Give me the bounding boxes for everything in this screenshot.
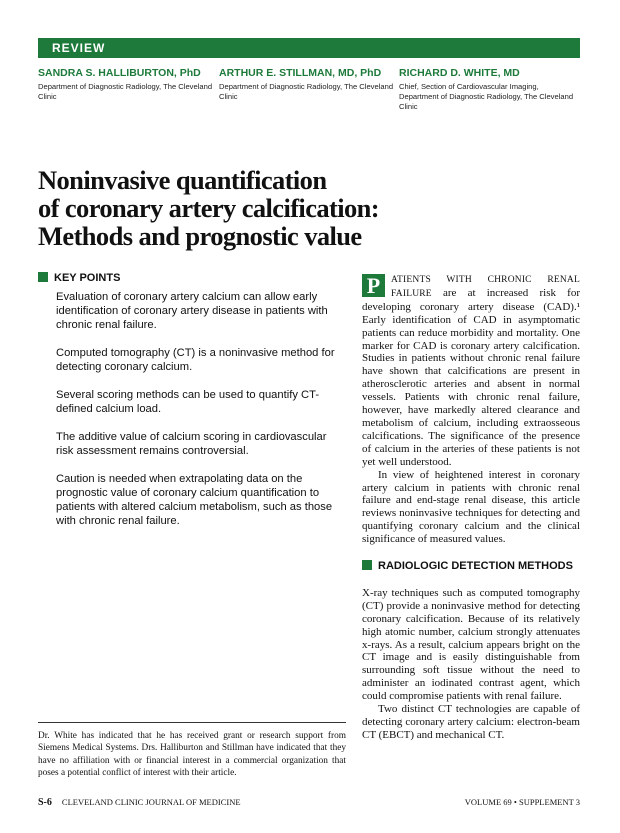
author-affiliation: Department of Diagnostic Radiology, The Cleveland Clinic (219, 82, 394, 101)
drop-cap: P (362, 274, 385, 297)
author-name: ARTHUR E. STILLMAN, MD, PhD (219, 67, 382, 79)
body-paragraph: X-ray techniques such as computed tomography (CT) provide a noninvasive method for detecting coronary calcification. Because of its relatively high atomic number, calcium strongly attenuates x-rays. As a result, calcium appears bright on the CT image and is easily distinguishable from surrounding soft tissue without the need to administer an iodinated contrast agent, which could compromise patients with renal failure. (362, 586, 580, 703)
volume-info: VOLUME 69 • SUPPLEMENT 3 (464, 797, 580, 807)
body-paragraph: In view of heightened interest in coronary artery calcium in patients with chronic renal failure and end-stage renal disease, this article reviews noninvasive techniques for detecting and quantifying coronary calcium and the clinical significance of measured values. (362, 468, 580, 546)
section-heading: RADIOLOGIC DETECTION METHODS (362, 560, 580, 573)
body-paragraph: Two distinct CT technologies are capable of detecting coronary artery calcium: electron-beam CT (EBCT) and mechanical CT. (362, 703, 580, 741)
section-banner (38, 38, 580, 58)
square-bullet-icon (38, 272, 48, 282)
page-number: S-6 (38, 797, 52, 808)
lead-in-text: ATIENTS WITH CHRONIC RENAL FAILURE (391, 275, 580, 299)
footnote-divider (38, 722, 346, 723)
square-bullet-icon (362, 560, 372, 570)
author-block (38, 67, 216, 102)
section-label: REVIEW (52, 41, 106, 55)
key-point-item: Several scoring methods can be used to quantify CT-defined calcium load. (56, 389, 320, 415)
author-block (219, 67, 395, 102)
key-points-heading: KEY POINTS (38, 272, 120, 284)
key-point-item: The additive value of calcium scoring in cardiovascular risk assessment remains controversial. (56, 431, 327, 457)
author-block (399, 67, 579, 112)
page-footer-left (38, 797, 241, 808)
title-line: of coronary artery calcification: (38, 193, 380, 223)
author-affiliation: Chief, Section of Cardiovascular Imaging, Department of Diagnostic Radiology, The Cleveland Clinic (399, 82, 574, 111)
author-affiliation: Department of Diagnostic Radiology, The Cleveland Clinic (38, 82, 213, 101)
author-name: SANDRA S. HALLIBURTON, PhD (38, 67, 201, 79)
key-points-list (56, 290, 346, 542)
author-name: RICHARD D. WHITE, MD (399, 67, 520, 79)
body-paragraph: P ATIENTS WITH CHRONIC RENAL FAILURE are at increased risk for developing coronary artery disease (CAD).¹ Early identification of CAD in asymptomatic patients can reduce morbidity and mortality. One marker for CAD is coronary artery calcification. Studies in patients without chronic renal failure have shown that calcifications are present in atherosclerotic arteries and absent in normal vessels. Patients with chronic renal failure, however, have markedly altered clearance and metabolism of calcium, including extraosseous calcifications. The significance of the presence of calcium in the arteries of these patients is not yet well understood. (362, 273, 580, 468)
journal-name: CLEVELAND CLINIC JOURNAL OF MEDICINE (61, 797, 241, 807)
key-point-item: Computed tomography (CT) is a noninvasive method for detecting coronary calcium. (56, 347, 335, 373)
key-point-item: Caution is needed when extrapolating data on the prognostic value of coronary calcium quantification to patients with altered calcium metabolism, such as those with chronic renal failure. (56, 473, 333, 527)
article-title (38, 166, 458, 250)
key-point-item: Evaluation of coronary artery calcium can allow early identification of coronary artery disease in patients with chronic renal failure. (56, 291, 328, 331)
title-line: Methods and prognostic value (38, 221, 362, 251)
body-column (362, 273, 580, 742)
disclosure-footnote: Dr. White has indicated that he has received grant or research support from Siemens Medical Systems. Drs. Halliburton and Stillman have indicated that they have no affiliation with or financial interest in a commercial organization that poses a potential conflict of interest with their article. (38, 731, 346, 778)
title-line: Noninvasive quantification (38, 165, 327, 195)
